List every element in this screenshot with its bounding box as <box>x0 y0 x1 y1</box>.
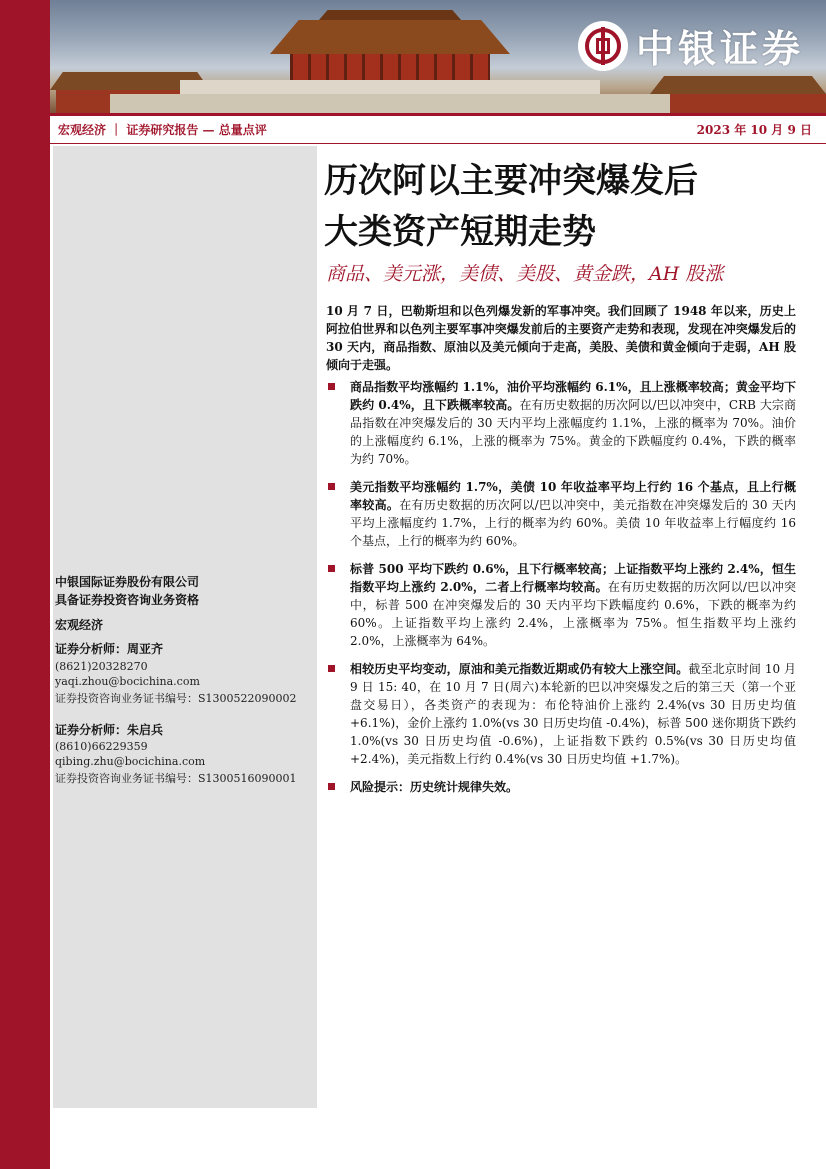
key-point <box>326 478 796 550</box>
title-line-1: 历次阿以主要冲突爆发后 <box>324 161 698 201</box>
key-point-body: 在有历史数据的历次阿以/巴以冲突中，美元指数在冲突爆发后的 30 天内平均上涨幅度约 1.7%，上行的概率为约 60%。美债 10 年收益率上行幅度约 16 个基点，上行的概率为约 60%。 <box>350 498 796 548</box>
key-point-lead: 商品指数平均涨幅约 1.1%，油价平均涨幅约 6.1%，且上涨概率较高；黄金平均下跌约 0.4%，且下跌概率较高。 <box>350 380 796 412</box>
key-points-list <box>326 378 796 806</box>
report-meta-bar <box>50 116 826 143</box>
left-accent-bar <box>0 0 50 1169</box>
key-point-body: 在有历史数据的历次阿以/巴以冲突中，标普 500 在冲突爆发后的 30 天内平均下跌幅度约 0.6%，下跌的概率为约 60%。上证指数平均上涨约 2.4%，上涨概率为 75%。恒生指数平均上涨约 2.0%，上涨概率为 64%。 <box>350 580 796 648</box>
header-banner-image <box>50 0 826 113</box>
org-info <box>55 573 313 609</box>
palace-columns <box>290 54 490 80</box>
key-point-lead: 标普 500 平均下跌约 0.6%，且下行概率较高；上证指数平均上涨约 2.4%，恒生指数平均上涨约 2.0%，二者上行概率均较高。 <box>350 562 796 594</box>
report-title <box>324 156 804 258</box>
brand-logo <box>578 18 804 73</box>
org-qualification: 具备证券投资咨询业务资格 <box>55 593 200 607</box>
key-point-body: 截至北京时间 10 月 9 日 15: 40，在 10 月 7 日(周六)本轮新的巴以冲突爆发之后的第三天（第一个亚盘交易日），各类资产的表现为：布伦特油价上涨约 2.4%(vs 30 日历史均值 +6.1%)，金价上涨约 1.0%(vs 30 日历史均值 -0.4%)，标普 500 迷你期货下跌约 1.0%(vs 30 日历史均值 -0.6%)，上证指数下跌约 0.5%(vs 30 日历史均值 +2.4%)，美元指数上行约 0.4%(vs 30 日历史均值 +1.7%)。 <box>350 662 796 766</box>
side-building-wall-right <box>656 94 826 113</box>
report-date: 2023 年 10 月 9 日 <box>696 123 812 137</box>
key-point-body: 在有历史数据的历次阿以/巴以冲突中，CRB 大宗商品指数在冲突爆发后的 30 天内平均上涨幅度约 1.1%，上涨的概率为 70%。油价的上涨幅度约 6.1%，上涨的概率为 75%。黄金的下跌幅度约 0.4%，下跌的概率为约 70%。 <box>350 398 796 466</box>
bullet-square-icon <box>328 383 335 390</box>
side-building-roof-right <box>650 76 826 94</box>
meta-divider <box>50 143 826 144</box>
analyst-1-name: 证券分析师：周亚齐 <box>55 642 164 656</box>
palace-terrace <box>180 80 600 94</box>
analyst-2-phone: (8610)66229359 <box>55 740 148 753</box>
bullet-square-icon <box>328 565 335 572</box>
report-summary: 10 月 7 日，巴勒斯坦和以色列爆发新的军事冲突。我们回顾了 1948 年以来，历史上阿拉伯世界和以色列主要军事冲突爆发前后的主要资产走势和表现，发现在冲突爆发后的 30 天内，商品指数、原油以及美元倾向于走高，美股、美债和黄金倾向于走弱，AH 股倾向于走强。 <box>326 304 796 372</box>
key-point <box>326 660 796 768</box>
palace-courtyard <box>110 94 670 113</box>
analyst-2-cert: 证券投资咨询业务证书编号：S1300516090001 <box>55 772 297 785</box>
bullet-square-icon <box>328 483 335 490</box>
report-subtitle: 商品、美元涨，美债、美股、黄金跌，AH 股涨 <box>326 263 724 285</box>
analyst-1-phone: (8621)20328270 <box>55 660 148 673</box>
org-name: 中银国际证券股份有限公司 <box>55 575 200 589</box>
key-point-lead: 美元指数平均涨幅约 1.7%，美债 10 年收益率平均上行约 16 个基点，且上行概率较高。 <box>350 480 796 512</box>
key-point <box>326 378 796 468</box>
department-label: 宏观经济 <box>55 618 104 632</box>
analyst-1-cert: 证券投资咨询业务证书编号：S1300522090002 <box>55 692 297 705</box>
risk-warning-text: 风险提示：历史统计规律失效。 <box>350 780 519 794</box>
analyst-2-name: 证券分析师：朱启兵 <box>55 723 164 737</box>
palace-lower-roof <box>270 20 510 54</box>
brand-name: 中银证券 <box>635 27 804 71</box>
risk-warning <box>326 778 796 796</box>
title-line-2: 大类资产短期走势 <box>324 212 596 252</box>
key-point <box>326 560 796 650</box>
analyst-2-email[interactable]: qibing.zhu@bocichina.com <box>55 755 206 768</box>
bullet-square-icon <box>328 783 335 790</box>
bullet-square-icon <box>328 665 335 672</box>
analyst-1-email[interactable]: yaqi.zhou@bocichina.com <box>55 675 200 688</box>
key-point-lead: 相较历史平均变动，原油和美元指数近期或仍有较大上涨空间。 <box>350 662 689 676</box>
report-category: 宏观经济 ｜ 证券研究报告 — 总量点评 <box>58 123 267 137</box>
boc-logo-icon <box>578 21 628 71</box>
